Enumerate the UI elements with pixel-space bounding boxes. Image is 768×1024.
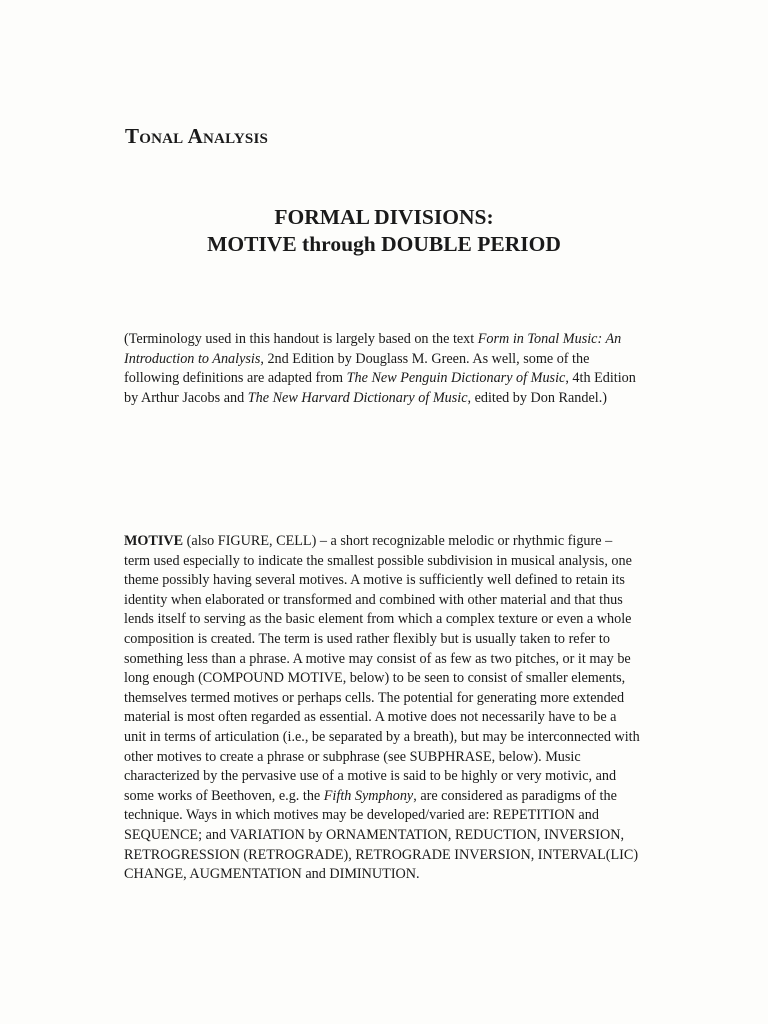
intro-text: following definitions are adapted from — [124, 370, 347, 387]
definition-line: lends itself to serving as the basic element from which a complex texture or even a whole — [124, 611, 632, 628]
intro-text: , 4th Edition — [565, 370, 636, 387]
definition-line: long enough (COMPOUND MOTIVE, below) to be seen to consist of smaller elements, — [124, 670, 626, 687]
definition-line: composition is created. The term is used rather flexibly but is usually taken to refer to — [124, 630, 610, 647]
book-title: The New Harvard Dictionary of Music — [247, 389, 468, 406]
definition-line: CHANGE, AUGMENTATION and DIMINUTION. — [124, 866, 420, 883]
intro-text: , edited by Don Randel.) — [467, 389, 607, 406]
definition-line — [124, 532, 644, 552]
definition-line: unit in terms of articulation (i.e., be separated by a breath), but may be interconnected with — [124, 728, 640, 745]
intro-line — [124, 350, 634, 370]
book-title: Form in Tonal Music: An — [477, 331, 622, 347]
definition-line: SEQUENCE; and VARIATION by ORNAMENTATION, REDUCTION, INVERSION, — [124, 826, 624, 843]
definition-line: identity when elaborated or transformed and combined with other material and that thus — [124, 591, 623, 608]
definition-line: RETROGRESSION (RETROGRADE), RETROGRADE INVERSION, INTERVAL(LIC) — [124, 846, 639, 863]
motive-definition — [124, 532, 644, 885]
intro-text: , 2nd Edition by Douglass M. Green. As well, some of the — [260, 350, 590, 367]
definition-line: characterized by the pervasive use of a motive is said to be highly or very motivic, and — [124, 768, 617, 785]
intro-line — [124, 330, 634, 350]
document-title-line-1: FORMAL DIVISIONS: — [274, 205, 494, 229]
work-title: Fifth Symphony — [323, 787, 414, 804]
definition-text: (also FIGURE, CELL) – a short recognizable melodic or rhythmic figure – — [183, 533, 613, 549]
intro-paragraph — [124, 330, 634, 408]
definition-line: theme possibly having several motives. A motive is sufficiently well defined to retain its — [124, 572, 625, 589]
book-title: The New Penguin Dictionary of Music — [346, 370, 566, 387]
definition-line: themselves termed motives or perhaps cells. The potential for generating more extended — [124, 689, 625, 706]
book-title: Introduction to Analysis — [124, 350, 261, 367]
definition-line: technique. Ways in which motives may be developed/varied are: REPETITION and — [124, 807, 599, 824]
definition-text: , are considered as paradigms of the — [413, 787, 617, 804]
intro-line — [124, 369, 634, 389]
definition-line: other motives to create a phrase or subphrase (see SUBPHRASE, below). Music — [124, 748, 581, 765]
definition-line — [124, 787, 644, 807]
definition-line: material is most often regarded as essential. A motive does not necessarily have to be a — [124, 709, 617, 726]
intro-text: (Terminology used in this handout is largely based on the text — [124, 331, 478, 347]
intro-text: by Arthur Jacobs and — [124, 389, 248, 406]
document-title-line-2: MOTIVE through DOUBLE PERIOD — [207, 232, 561, 256]
definition-text: some works of Beethoven, e.g. the — [124, 787, 324, 804]
course-title: Tonal Analysis — [125, 124, 269, 148]
definition-line: something less than a phrase. A motive may consist of as few as two pitches, or it may be — [124, 650, 631, 667]
definition-term: MOTIVE — [124, 533, 184, 549]
intro-line — [124, 389, 634, 409]
definition-line: term used especially to indicate the smallest possible subdivision in musical analysis, one — [124, 552, 632, 569]
